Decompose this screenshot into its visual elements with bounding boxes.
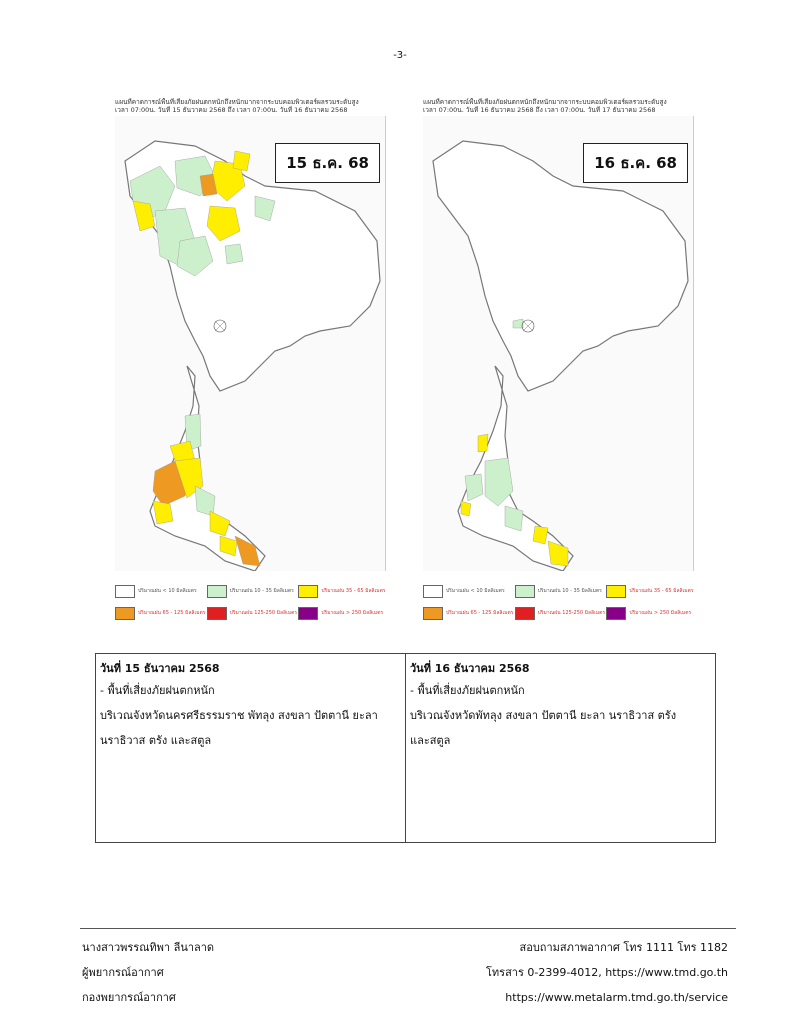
map-date-label: 16 ธ.ค. 68 xyxy=(583,143,688,183)
map-legend xyxy=(115,584,390,628)
day2-date: วันที่ 16 ธันวาคม 2568 xyxy=(410,662,530,675)
contact-phone: สอบถามสภาพอากาศ โทร 1111 โทร 1182 xyxy=(519,941,728,954)
legend-none: ปริมาณฝน < 10 มิลลิเมตร xyxy=(423,584,515,598)
day1-date: วันที่ 15 ธันวาคม 2568 xyxy=(100,662,220,675)
map-caption-line2: เวลา 07:00น. วันที่ 16 ธันวาคม 2568 ถึง เวลา 07:00น. วันที่ 17 ธันวาคม 2568 xyxy=(423,106,656,114)
day2-provinces-line2: และสตูล xyxy=(410,734,451,747)
legend-moderate: ปริมาณฝน 35 - 65 มิลลิเมตร xyxy=(606,584,698,598)
legend-extreme: ปริมาณฝน > 250 มิลลิเมตร xyxy=(298,606,390,620)
legend-heavy: ปริมาณฝน 65 - 125 มิลลิเมตร xyxy=(115,606,207,620)
forecaster-name: นางสาวพรรณทิพา ลีนาลาด xyxy=(82,941,215,954)
thailand-map xyxy=(423,116,694,571)
legend-very-heavy: ปริมาณฝน 125-250 มิลลิเมตร xyxy=(515,606,607,620)
forecast-map-day2 xyxy=(423,98,698,618)
map-caption-line1: แผนที่คาดการณ์พื้นที่เสี่ยงภัยฝนตกหนักถึงหนักมากจากระบบคอมพิวเตอร์ผลรวมระดับสูง xyxy=(423,98,667,106)
contact-url[interactable]: https://www.metalarm.tmd.go.th/service xyxy=(505,991,728,1004)
map-date-label: 15 ธ.ค. 68 xyxy=(275,143,380,183)
day2-provinces-line1: บริเวณจังหวัดพัทลุง สงขลา ปัตตานี ยะลา นราธิวาส ตรัง xyxy=(410,709,677,722)
forecaster-position: ผู้พยากรณ์อากาศ xyxy=(82,966,164,979)
legend-moderate: ปริมาณฝน 35 - 65 มิลลิเมตร xyxy=(298,584,390,598)
swatch-yellow xyxy=(606,585,626,598)
legend-heavy: ปริมาณฝน 65 - 125 มิลลิเมตร xyxy=(423,606,515,620)
day1-provinces-line2: นราธิวาส ตรัง และสตูล xyxy=(100,734,212,747)
legend-light: ปริมาณฝน 10 - 35 มิลลิเมตร xyxy=(515,584,607,598)
day1-cell xyxy=(96,654,406,843)
swatch-green xyxy=(515,585,535,598)
day2-risk-heading: - พื้นที่เสี่ยงภัยฝนตกหนัก xyxy=(410,684,525,697)
legend-light: ปริมาณฝน 10 - 35 มิลลิเมตร xyxy=(207,584,299,598)
thailand-map-svg xyxy=(115,116,385,571)
page-number: -3- xyxy=(393,50,407,61)
swatch-orange xyxy=(423,607,443,620)
thailand-map-svg xyxy=(423,116,693,571)
footer-divider xyxy=(80,928,736,929)
swatch-orange xyxy=(115,607,135,620)
footer-contact xyxy=(486,935,728,1010)
swatch-red xyxy=(515,607,535,620)
forecast-map-day1 xyxy=(115,98,390,618)
swatch-white xyxy=(115,585,135,598)
map-caption-line1: แผนที่คาดการณ์พื้นที่เสี่ยงภัยฝนตกหนักถึงหนักมากจากระบบคอมพิวเตอร์ผลรวมระดับสูง xyxy=(115,98,359,106)
swatch-yellow xyxy=(298,585,318,598)
table-row xyxy=(96,654,716,843)
swatch-white xyxy=(423,585,443,598)
swatch-green xyxy=(207,585,227,598)
map-legend xyxy=(423,584,698,628)
map-caption-line2: เวลา 07:00น. วันที่ 15 ธันวาคม 2568 ถึง เวลา 07:00น. วันที่ 16 ธันวาคม 2568 xyxy=(115,106,348,114)
swatch-purple xyxy=(298,607,318,620)
contact-fax[interactable]: โทรสาร 0-2399-4012, https://www.tmd.go.th xyxy=(486,966,728,979)
swatch-purple xyxy=(606,607,626,620)
legend-none: ปริมาณฝน < 10 มิลลิเมตร xyxy=(115,584,207,598)
thailand-map xyxy=(115,116,386,571)
legend-extreme: ปริมาณฝน > 250 มิลลิเมตร xyxy=(606,606,698,620)
legend-very-heavy: ปริมาณฝน 125-250 มิลลิเมตร xyxy=(207,606,299,620)
day1-risk-heading: - พื้นที่เสี่ยงภัยฝนตกหนัก xyxy=(100,684,215,697)
swatch-red xyxy=(207,607,227,620)
forecast-table xyxy=(95,653,716,843)
footer-signature xyxy=(82,935,214,1010)
day1-provinces-line1: บริเวณจังหวัดนครศรีธรรมราช พัทลุง สงขลา ปัตตานี ยะลา xyxy=(100,709,378,722)
forecaster-division: กองพยากรณ์อากาศ xyxy=(82,991,176,1004)
day2-cell xyxy=(406,654,716,843)
